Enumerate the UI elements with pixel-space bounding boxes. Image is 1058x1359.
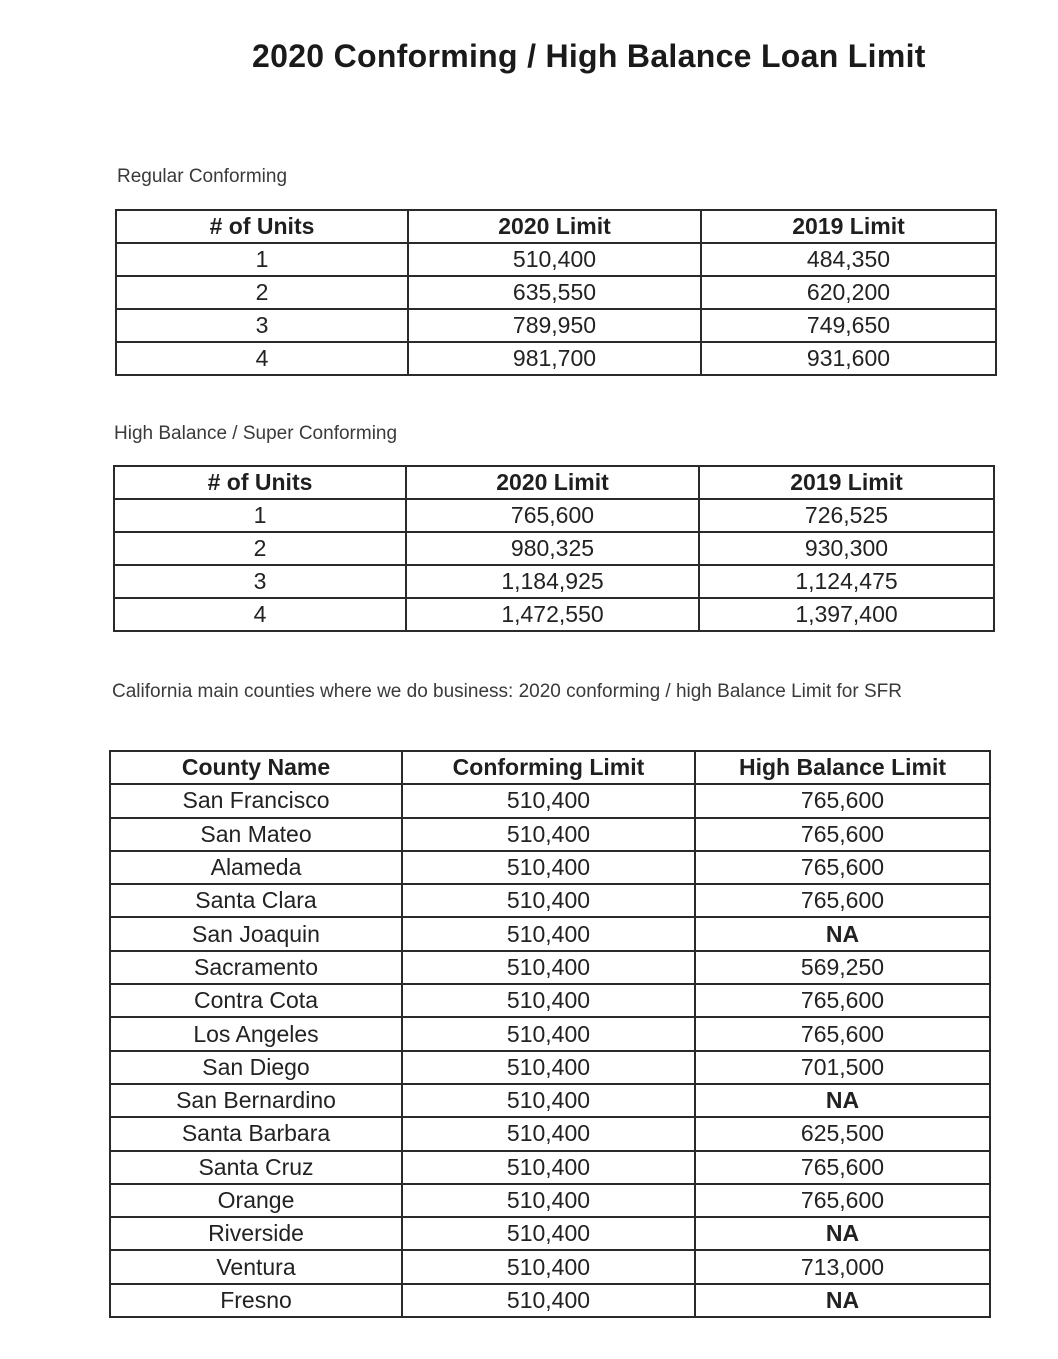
table-row: [110, 1250, 990, 1283]
table-cell: Santa Barbara: [110, 1117, 402, 1150]
table-cell: 981,700: [408, 342, 701, 375]
table-cell: Sacramento: [110, 951, 402, 984]
table-cell: 510,400: [402, 1084, 695, 1117]
table-cell: NA: [695, 917, 990, 950]
table-cell: 1,472,550: [406, 598, 699, 631]
page-title: 2020 Conforming / High Balance Loan Limit: [252, 38, 926, 74]
table-row: [110, 984, 990, 1017]
column-header: Conforming Limit: [402, 751, 695, 784]
regular-conforming-caption: Regular Conforming: [117, 166, 288, 187]
high-balance-table-body: [114, 499, 994, 631]
table-row: [110, 884, 990, 917]
table-row: [110, 1117, 990, 1150]
table-cell: 765,600: [695, 984, 990, 1017]
table-cell: 510,400: [402, 1117, 695, 1150]
table-row: [110, 1084, 990, 1117]
table-cell: 765,600: [695, 884, 990, 917]
table-cell: NA: [695, 1217, 990, 1250]
table-cell: 635,550: [408, 276, 701, 309]
table-cell: 510,400: [402, 1051, 695, 1084]
table-cell: 713,000: [695, 1250, 990, 1283]
table-cell: 1,397,400: [699, 598, 994, 631]
table-cell: 3: [116, 309, 408, 342]
table-cell: 510,400: [402, 884, 695, 917]
table-cell: 4: [116, 342, 408, 375]
table-row: [110, 1284, 990, 1317]
regular-conforming-table: [115, 209, 997, 376]
table-cell: 625,500: [695, 1117, 990, 1150]
table-cell: 510,400: [402, 1284, 695, 1317]
table-cell: 1,184,925: [406, 565, 699, 598]
table-cell: 701,500: [695, 1051, 990, 1084]
table-cell: 1: [116, 243, 408, 276]
table-row: [116, 276, 996, 309]
table-cell: NA: [695, 1284, 990, 1317]
table-cell: 510,400: [402, 1250, 695, 1283]
table-cell: 620,200: [701, 276, 996, 309]
table-cell: 749,650: [701, 309, 996, 342]
table-cell: San Diego: [110, 1051, 402, 1084]
column-header: 2019 Limit: [699, 466, 994, 499]
table-cell: San Mateo: [110, 818, 402, 851]
table-cell: 510,400: [402, 784, 695, 817]
table-row: [110, 1151, 990, 1184]
table-cell: Ventura: [110, 1250, 402, 1283]
table-cell: 4: [114, 598, 406, 631]
column-header: # of Units: [116, 210, 408, 243]
table-cell: 569,250: [695, 951, 990, 984]
table-cell: San Joaquin: [110, 917, 402, 950]
table-cell: Fresno: [110, 1284, 402, 1317]
table-row: [110, 1184, 990, 1217]
table-row: [116, 342, 996, 375]
table-cell: Santa Cruz: [110, 1151, 402, 1184]
column-header: County Name: [110, 751, 402, 784]
table-cell: 510,400: [402, 984, 695, 1017]
column-header: 2019 Limit: [701, 210, 996, 243]
table-row: [114, 598, 994, 631]
table-row: [110, 1217, 990, 1250]
table-row: [110, 917, 990, 950]
table-row: [110, 1051, 990, 1084]
county-limits-table: [109, 750, 991, 1318]
table-cell: 930,300: [699, 532, 994, 565]
column-header: 2020 Limit: [406, 466, 699, 499]
table-row: [110, 1017, 990, 1050]
table-cell: 765,600: [695, 851, 990, 884]
table-cell: Riverside: [110, 1217, 402, 1250]
table-cell: San Bernardino: [110, 1084, 402, 1117]
table-row: [116, 309, 996, 342]
table-cell: 510,400: [402, 951, 695, 984]
counties-caption: California main counties where we do business: 2020 conforming / high Balance Limit for SFR: [112, 681, 902, 702]
table-row: [110, 851, 990, 884]
table-cell: NA: [695, 1084, 990, 1117]
table-cell: 931,600: [701, 342, 996, 375]
table-cell: 980,325: [406, 532, 699, 565]
table-cell: 765,600: [695, 1184, 990, 1217]
table-cell: 1: [114, 499, 406, 532]
table-cell: 2: [116, 276, 408, 309]
table-cell: 765,600: [695, 1017, 990, 1050]
table-cell: Los Angeles: [110, 1017, 402, 1050]
table-cell: Santa Clara: [110, 884, 402, 917]
table-cell: Contra Cota: [110, 984, 402, 1017]
table-cell: 510,400: [402, 1151, 695, 1184]
table-cell: 1,124,475: [699, 565, 994, 598]
table-cell: 2: [114, 532, 406, 565]
table-header-row: [116, 210, 996, 243]
table-row: [110, 951, 990, 984]
table-cell: 510,400: [402, 818, 695, 851]
table-cell: 484,350: [701, 243, 996, 276]
high-balance-caption: High Balance / Super Conforming: [114, 423, 398, 444]
table-header-row: [114, 466, 994, 499]
table-cell: 510,400: [408, 243, 701, 276]
table-cell: 3: [114, 565, 406, 598]
table-cell: San Francisco: [110, 784, 402, 817]
table-cell: 726,525: [699, 499, 994, 532]
regular-table-body: [116, 243, 996, 375]
table-header-row: [110, 751, 990, 784]
table-cell: 510,400: [402, 1017, 695, 1050]
table-row: [110, 818, 990, 851]
table-row: [116, 243, 996, 276]
table-cell: Alameda: [110, 851, 402, 884]
table-cell: 765,600: [695, 784, 990, 817]
table-cell: 765,600: [406, 499, 699, 532]
table-row: [114, 532, 994, 565]
table-cell: 510,400: [402, 1217, 695, 1250]
table-cell: 510,400: [402, 851, 695, 884]
table-cell: Orange: [110, 1184, 402, 1217]
table-row: [114, 499, 994, 532]
table-row: [110, 784, 990, 817]
table-cell: 765,600: [695, 1151, 990, 1184]
table-cell: 789,950: [408, 309, 701, 342]
table-cell: 510,400: [402, 1184, 695, 1217]
column-header: 2020 Limit: [408, 210, 701, 243]
table-cell: 765,600: [695, 818, 990, 851]
column-header: # of Units: [114, 466, 406, 499]
county-table-body: [110, 784, 990, 1317]
table-row: [114, 565, 994, 598]
high-balance-table: [113, 465, 995, 632]
column-header: High Balance Limit: [695, 751, 990, 784]
table-cell: 510,400: [402, 917, 695, 950]
